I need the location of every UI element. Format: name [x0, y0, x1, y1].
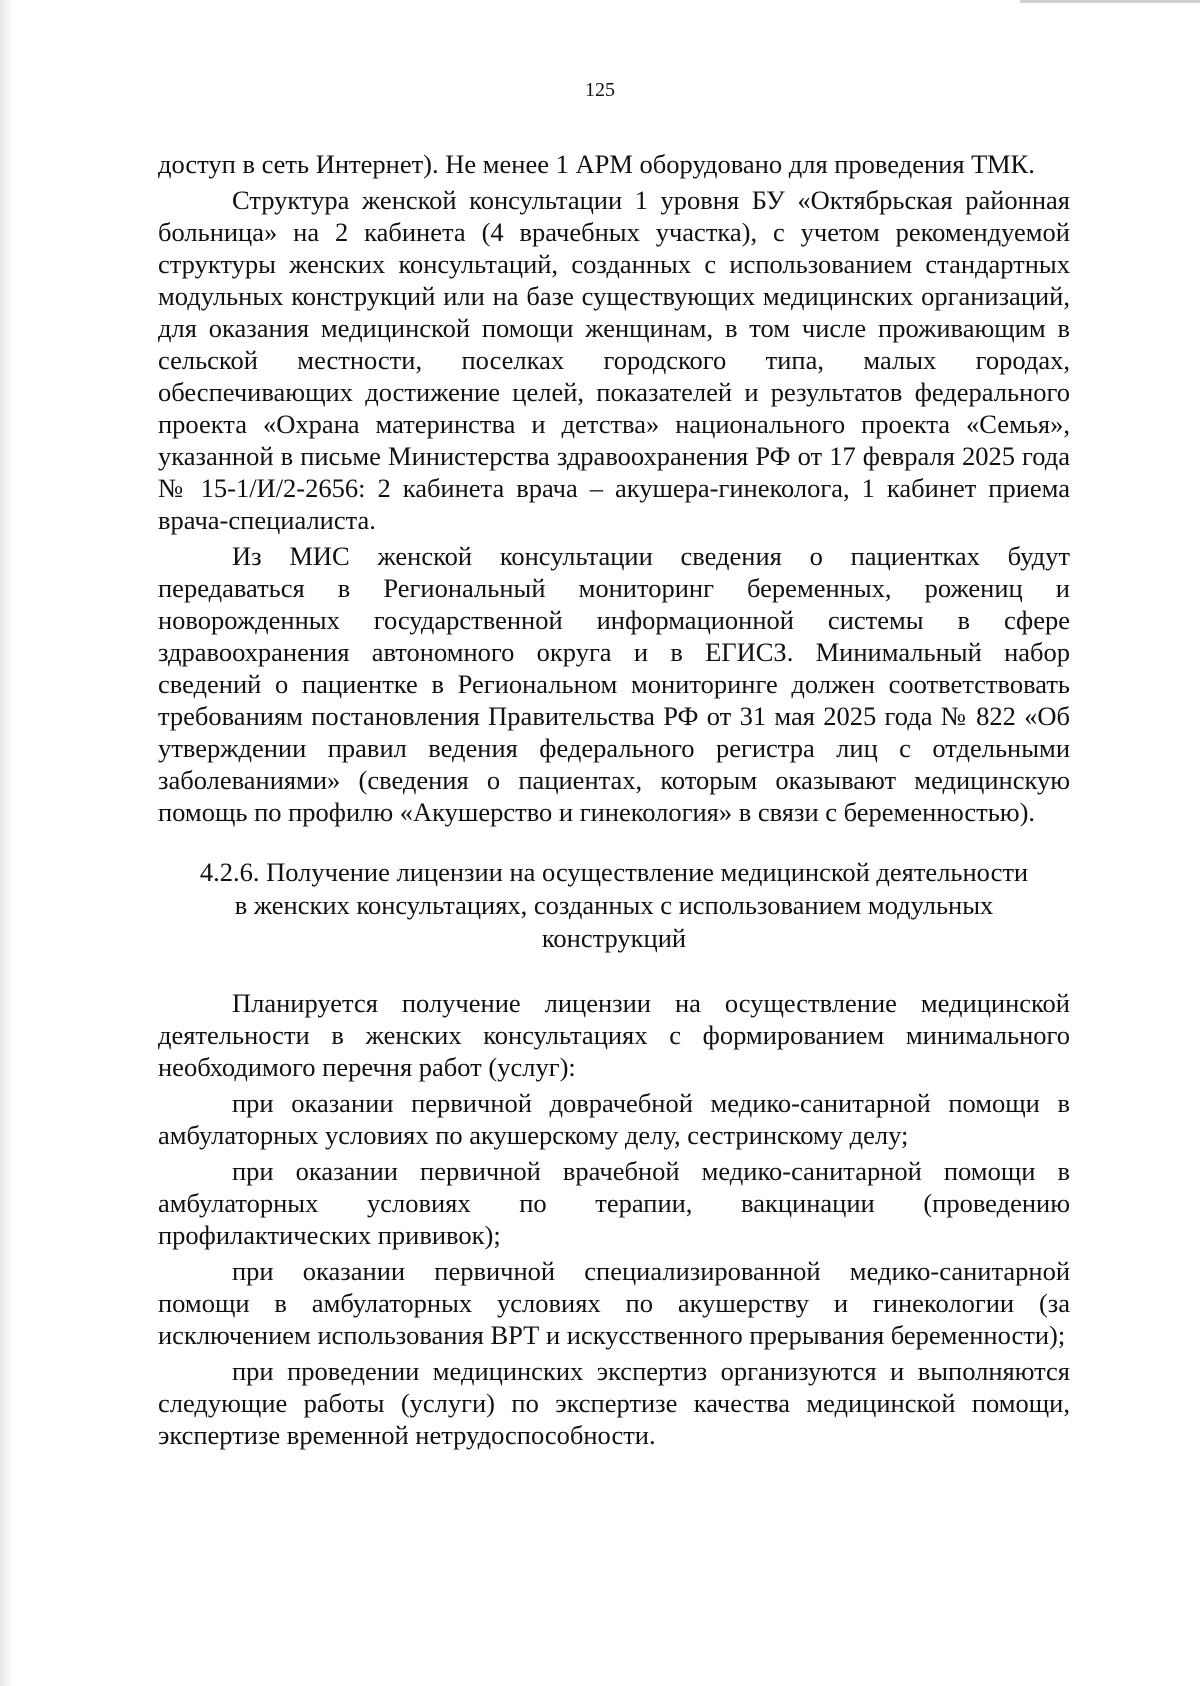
list-item-vrach: при оказании первичной врачебной медико-санитарной помощи в амбулаторных условиях по терапии, вакцинации (проведению профилактических прививок); — [158, 1156, 1070, 1250]
document-body — [158, 148, 1070, 1455]
scan-left-edge — [0, 0, 14, 1686]
paragraph-continuation: доступ в сеть Интернет). Не менее 1 АРМ оборудовано для проведения ТМК. — [158, 149, 1035, 179]
paragraph-structure: Структура женской консультации 1 уровня БУ «Октябрьская районная больница» на 2 кабинета (4 врачебных участка), с учетом рекомендуемой структуры женских консультаций, созданных с использованием стандартных модульных конструкций или на базе существующих медицинских организаций, для оказания медицинской помощи женщинам, в том числе проживающим в сельской местности, поселках городского типа, малых городах, обеспечивающих достижение целей, показателей и результатов федерального проекта «Охрана материнства и детства» национального проекта «Семья», указанной в письме Министерства здравоохранения РФ от 17 февраля 2025 года № 15-1/И/2-2656: 2 кабинета врача – акушера-гинеколога, 1 кабинет приема врача-специалиста. — [158, 185, 1070, 535]
page-number: 125 — [585, 79, 615, 101]
section-heading — [158, 856, 1070, 955]
section-heading-line-3: конструкций — [541, 923, 687, 953]
section-heading-line-2: в женских консультациях, созданных с использованием модульных — [234, 890, 994, 920]
list-item-specialized: при оказании первичной специализированной медико-санитарной помощи в амбулаторных условиях по акушерству и гинекологии (за исключением использования ВРТ и искусственного прерывания беременности); — [158, 1256, 1070, 1350]
paragraph-license-intro: Планируется получение лицензии на осуществление медицинской деятельности в женских консультациях с формированием минимального необходимого перечня работ (услуг): — [158, 988, 1070, 1082]
list-item-prevrach: при оказании первичной доврачебной медико-санитарной помощи в амбулаторных условиях по акушерскому делу, сестринскому делу; — [158, 1088, 1070, 1150]
paragraph-mis: Из МИС женской консультации сведения о пациентках будут передаваться в Региональный мониторинг беременных, рожениц и новорожденных государственной информационной системы в сфере здравоохранения автономного округа и в ЕГИСЗ. Минимальный набор сведений о пациентке в Региональном мониторинге должен соответствовать требованиям постановления Правительства РФ от 31 мая 2025 года № 822 «Об утверждении правил ведения федерального регистра лиц с отдельными заболеваниями» (сведения о пациентах, которым оказывают медицинскую помощь по профилю «Акушерство и гинекология» в связи с беременностью). — [158, 541, 1070, 827]
section-heading-line-1: 4.2.6. Получение лицензии на осуществление медицинской деятельности — [199, 857, 1029, 887]
list-item-expertise: при проведении медицинских экспертиз организуются и выполняются следующие работы (услуги) по экспертизе качества медицинской помощи, экспертизе временной нетрудоспособности. — [158, 1356, 1070, 1450]
scan-top-edge — [1020, 0, 1200, 3]
